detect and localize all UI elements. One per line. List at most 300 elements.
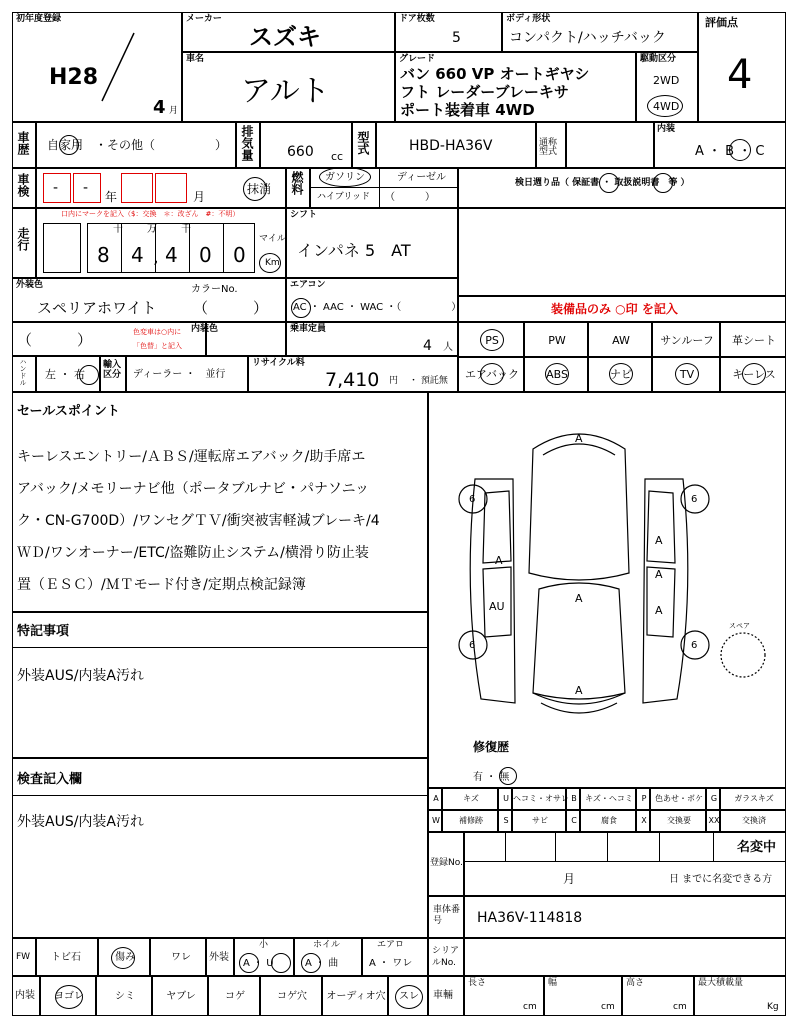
legend-a-7-text: P [641,794,647,803]
special-text: 外装AUS/内装A汚れ [17,668,145,684]
grade-line-1: バン 660 VP オートギヤシ [400,65,590,83]
width-unit: cm [601,1002,615,1012]
drive-label: 駆動区分 [640,54,677,64]
fuel-hybrid: ハイブリッド [317,192,371,202]
interior-defect-4 [208,976,260,1016]
sales-line-2: アバック/メモリーナビ他（ポータブルナビ・パナソニッ [17,481,370,497]
legend-b-2 [442,810,498,832]
interior-cell [654,122,786,168]
equipment-a-3-label: AW [612,334,630,347]
history-label: 車歴 [16,131,30,155]
special-title: 特記事項 [17,624,70,639]
check-cell [12,758,428,938]
first-reg-cell [12,12,182,122]
body-value: コンパクト/ハッチバック [509,30,666,46]
displacement-label: 排気量 [240,125,254,161]
reg-month-unit: 月 [169,106,179,116]
equipment-b-3 [588,356,652,392]
roof-outline [529,434,629,580]
equip-header: 検日週り品（ 保証書 ・ 取扱説明書 等 ） [515,178,690,188]
digit-5: 0 [233,243,246,267]
serial-label-cell [428,938,464,976]
common-type-label-cell [536,122,566,168]
import-label: 輸入区分 [103,360,122,380]
displacement-cell [260,122,352,168]
vin-label: 車体番号 [433,905,461,926]
aircon-value: AC ・ AAC ・ WAC ・（ ） [293,302,462,313]
mark-6-rr: 6 [691,640,698,651]
small-circle-u [271,953,291,973]
fw-item-2-circle [111,947,135,969]
equipment-b-4-circle [675,363,699,385]
interior-defect-7-circle [395,985,423,1009]
reg-sep-4 [659,833,660,861]
legend-a-2-text: キズ [463,794,479,803]
mark-a-right-3: A [655,604,663,617]
equip-circle-1 [599,173,619,193]
interior-defect-1-circle [55,985,83,1009]
fw-item-2 [98,938,150,976]
type-cell [376,122,536,168]
equipment-a-4 [652,322,720,358]
reg-day-text: 日 までに名変できる方 [669,874,773,885]
max-load-cell [694,976,786,1016]
recycle-cell [248,356,458,392]
equipment-a-3 [588,322,652,358]
interior-defect-7-text: スレ [399,991,419,1002]
length-cell [464,976,544,1016]
legend-b-10 [720,810,786,832]
fw-item-1-text: トビ石 [51,952,81,963]
history-cell [36,122,236,168]
legend-a-4 [512,788,569,810]
color-cell [12,278,286,322]
fuel-hybrid-paren: （ ） [385,192,435,203]
check-title: 検査記入欄 [17,772,83,787]
drive-cell [636,52,698,122]
aircon-label: エアコン [290,280,326,290]
handle-label-cell [12,356,36,392]
legend-b-7-text: X [641,816,647,825]
equipment-b-5-circle [742,363,766,385]
interior-color-cell [191,322,286,356]
equipment-b-4-label: TV [679,368,695,381]
mileage-tamper-box [43,223,81,273]
maker-label: メーカー [186,14,222,24]
type-value: HBD-HA36V [409,138,493,154]
legend-a-10 [720,788,786,810]
mark-a-right-2: A [655,568,663,581]
inspection-cell [36,168,286,208]
maker-cell [182,12,395,52]
length-unit: cm [523,1002,537,1012]
reg-sep-1 [505,833,506,861]
insp-dash-1: - [53,180,59,196]
recycle-yen: 円 [389,376,399,386]
equip-blank-cell [458,208,786,296]
legend-b-8 [650,810,706,832]
reg-mid-line [465,861,785,862]
history-circle [59,135,79,155]
equipment-b-2-label: ABS [546,368,568,381]
shift-cell [286,208,458,278]
insp-box-3 [121,173,153,203]
reg-cell [464,832,786,896]
legend-b-5 [566,810,580,832]
aircon-circle [291,298,311,318]
legend-a-6-text: キズ・ヘコミ [585,794,633,803]
interior-defect-3-text: ヤブレ [166,991,196,1002]
legend-b-3 [498,810,512,832]
reg-sep-5 [713,833,714,861]
legend-b-4-text: サビ [532,816,548,825]
equipment-a-5-label: 革シート [732,334,776,347]
grade-label: グレード [399,54,436,64]
fw-label: FW [16,952,31,962]
vin-cell [464,896,786,938]
small-circle-a [239,953,259,973]
car-size-label: 車輛 [433,990,453,1001]
mark-a-center: A [575,592,583,605]
fuel-mid-line [311,187,457,188]
mark-a-left: A [495,554,503,567]
height-unit: cm [673,1002,687,1012]
roof-inner [543,444,615,455]
check-underline [13,795,427,796]
height-cell [622,976,694,1016]
legend-a-5-text: B [571,794,577,803]
small-cell [234,938,294,976]
interior-circle [729,139,751,161]
repair-circle [499,767,517,785]
doors-cell [395,12,502,52]
first-reg-label: 初年度登録 [16,14,62,24]
sales-body [17,441,427,601]
equipment-b-4 [652,356,720,392]
wheel-label: ホイル [313,940,341,950]
right-side [643,479,688,703]
mark-a-hood: A [575,684,583,697]
check-text: 外装AUS/内装A汚れ [17,814,145,830]
mark-a-roof: A [575,432,583,445]
legend-a-3-text: U [503,794,509,803]
ext-label-cell [206,938,234,976]
int-label-cell [12,976,40,1016]
equip-header-cell [458,168,786,208]
grade-eval-cell [698,12,786,122]
reg-label: 登録No. [430,858,463,868]
mileage-mile: マイル [259,234,286,244]
mark-6-rl: 6 [469,640,476,651]
digit-2: 4 [131,243,144,267]
mark-6-fr: 6 [691,494,698,505]
drive-2wd: 2WD [653,74,680,87]
legend-b-1 [428,810,442,832]
equipment-a-1-label: PS [485,334,499,347]
equipment-a-4-label: サンルーフ [660,334,714,347]
wheel-circle [301,953,321,973]
equipment-b-1 [458,356,524,392]
handle-circle [79,365,99,385]
equipment-a-2 [524,322,588,358]
mark-au-left: AU [489,600,505,613]
width-label: 幅 [548,978,558,988]
serial-cell [464,938,786,976]
paint-change-cell [12,322,206,356]
displacement-label-cell [236,122,260,168]
interior-defect-4-text: コゲ [225,991,245,1002]
mileage-label-cell [12,208,36,278]
serial-label: シリアルNo. [432,946,460,968]
fuel-label-cell [286,168,310,208]
body-cell [502,12,698,52]
sales-line-4: ＷＤ/ワンオーナー/ETC/盗難防止システム/横滑り防止装 [17,545,369,561]
fuel-gasoline-circle [319,167,371,187]
interior-label: 内装 [657,124,676,134]
spare-wheel [721,633,765,677]
digit-3: 4 [165,243,178,267]
fw-label-cell [12,938,36,976]
legend-b-6 [580,810,636,832]
int-label: 内装 [15,990,35,1001]
history-value: 自家用 ・その他（ ） [47,138,228,152]
grade-cell [395,52,636,122]
name-label: 車名 [186,54,205,64]
aero-cell [362,938,428,976]
digit-4: 0 [199,243,212,267]
inspection-label: 車検 [16,173,30,197]
capacity-cell [286,322,458,356]
handle-cell [36,356,100,392]
color-exterior: スペリアホワイト [37,299,157,317]
mark-6-fl: 6 [469,494,476,505]
fuel-gasoline: ガソリン [325,172,365,183]
insp-expired-circle [243,177,267,201]
legend-a-1 [428,788,442,810]
equipment-b-5-label: キーレス [732,368,776,381]
interior-color-label: 内装色 [191,324,219,334]
equipment-b-5 [720,356,786,392]
digit-sep-4 [223,223,224,273]
equip-title: 装備品のみ ○印 を記入 [551,302,678,316]
legend-b-6-text: 腐食 [601,816,617,825]
drive-4wd: 4WD [653,100,680,113]
legend-a-6 [580,788,636,810]
capacity-label: 乗車定員 [290,324,327,334]
legend-a-4-text: ヘコミ・オサレ [513,794,569,803]
aero-label: エアロ [377,940,405,950]
interior-defect-5-text: コゲ穴 [277,991,307,1002]
color-label: 外装色 [16,280,44,290]
interior-defect-6-text: オーディオ穴 [326,991,386,1002]
common-type-cell [566,122,654,168]
import-label-cell [100,356,126,392]
sales-line-5: 置（ＥＳＣ）/ＭＴモード付き/定期点検記録簿 [17,577,306,593]
diagram-cell [428,392,786,788]
fw-item-1 [36,938,98,976]
reg-year: H28 [49,65,99,90]
grade-eval-label: 評価点 [705,16,738,29]
ext-label: 外装 [209,952,229,963]
insp-dash-2: - [83,180,89,196]
common-type-label: 通称型式 [539,138,558,157]
interior-defect-2-text: シミ [115,991,135,1002]
fw-item-2-text: 傷み [115,952,135,963]
equipment-a-1 [458,322,524,358]
fuel-cell [310,168,458,208]
fuel-diesel: ディーゼル [397,172,446,183]
interior-defect-5 [260,976,322,1016]
mileage-cell [36,208,286,278]
sales-cell [12,392,428,612]
interior-value: A ・ B ・ C [695,144,765,159]
capacity-value: 4 [423,338,432,354]
interior-defect-6 [322,976,388,1016]
max-load-label: 最大積載量 [698,978,744,988]
interior-defect-7 [388,976,428,1016]
history-label-cell [12,122,36,168]
small-value: A ・ U [243,958,274,969]
shift-value: インパネ 5 AT [297,241,411,260]
equipment-b-1-label: エアバック [464,368,520,381]
color-no-paren: （ ） [193,299,269,317]
special-underline [13,647,427,648]
legend-b-7 [636,810,650,832]
handle-options: 左 ・ 右 [45,368,85,381]
equipment-a-5 [720,322,786,358]
small-label: 小 [259,940,269,950]
insp-box-4 [155,173,187,203]
paint-note-1: 色変車は○内に [133,328,182,336]
insp-expired: 抹消 [247,182,272,196]
unit-man: 万 [147,224,157,235]
recycle-label: リサイクル料 [252,358,305,368]
aero-value: A ・ ワレ [369,958,413,969]
doors-value: 5 [452,30,461,46]
name-value: アルト [241,74,330,109]
grade-line-2: フト レーダーブレーキサ [400,83,569,101]
mileage-note: 口内にマークを記入（$：交換 ＊：改ざん #：不明） [61,210,240,218]
recycle-deposit: ・ 預託無 [409,376,448,386]
import-cell [126,356,248,392]
shift-label: シフト [290,210,318,220]
repair-options: 有 ・ 無 [473,772,510,783]
legend-a-5 [566,788,580,810]
body-label: ボディ形状 [506,14,551,24]
legend-a-7 [636,788,650,810]
equipment-b-1-circle [480,363,504,385]
width-cell [544,976,622,1016]
unit-sen: 千 [181,224,191,235]
fw-item-3-text: ワレ [171,952,191,963]
right-window [647,491,675,563]
equipment-b-3-label: ナビ [610,368,632,381]
legend-b-8-text: 交換要 [667,816,691,825]
name-change: 名変中 [737,840,777,855]
max-load-unit: Kg [767,1002,779,1012]
digit-comma: , [153,247,159,268]
insp-month-unit: 月 [193,190,206,204]
legend-b-10-text: 交換済 [742,816,766,825]
auction-sheet [12,12,786,1016]
equip-circle-2 [653,173,673,193]
type-label-cell [352,122,376,168]
paint-change-paren: （ ） [17,331,93,349]
mark-a-right-1: A [655,534,663,547]
paint-note-2: 「色替」と記入 [133,342,182,350]
length-label: 長さ [468,978,487,988]
reg-sep-2 [555,833,556,861]
legend-a-9 [706,788,720,810]
reg-month: 4 [153,97,166,118]
repair-label: 修復歴 [473,740,510,754]
legend-b-2-text: 補修跡 [459,816,483,825]
fuel-label: 燃料 [290,171,304,195]
wheel-value: A ・ 曲 [305,958,339,969]
legend-b-1-text: W [432,816,440,825]
color-no-label: カラーNo. [191,284,238,295]
displacement-value: 660 [287,144,314,160]
equipment-a-2-label: PW [548,334,566,347]
legend-b-4 [512,810,566,832]
mileage-km: Km [265,258,280,268]
name-cell [182,52,395,122]
reg-sep-3 [607,833,608,861]
capacity-unit: 人 [443,342,453,353]
insp-year-unit: 年 [105,190,118,204]
import-value: ディーラー ・ 並行 [133,369,226,380]
maker-value: スズキ [249,23,321,51]
wheel-cell [294,938,362,976]
equipment-b-2-circle [545,363,569,385]
equipment-b-3-circle [609,363,633,385]
legend-a-3 [498,788,512,810]
unit-ten: 十 [113,224,123,235]
reg-label-cell [428,832,464,896]
interior-defect-1-text: ヨゴレ [54,991,84,1002]
displacement-unit: cc [331,150,344,163]
sales-line-1: キーレスエントリー/ＡＢＳ/運転席エアバック/助手席エ [17,449,366,465]
interior-defect-1 [40,976,96,1016]
fw-item-3 [150,938,206,976]
reg-month: 月 [563,872,576,886]
inspection-label-cell [12,168,36,208]
mileage-km-circle [259,253,281,273]
grade-line-3: ポート装着車 4WD [400,101,535,119]
drive-4wd-circle [647,95,683,117]
legend-b-3-text: S [503,816,509,825]
legend-a-1-text: A [433,794,439,803]
legend-b-5-text: C [571,816,577,825]
car-size-label-cell [428,976,464,1016]
equip-title-cell [458,296,786,322]
fuel-mid-vline [379,169,380,207]
legend-b-9 [706,810,720,832]
legend-b-9-text: XX [708,816,720,825]
legend-a-9-text: G [710,794,718,803]
mileage-label: 走行 [16,227,30,251]
grade-eval-value: 4 [727,52,753,98]
recycle-value: 7,410 [325,369,380,391]
legend-a-10-text: ガラスキズ [734,794,774,803]
sales-line-3: ク・CN-G700D）/ワンセグＴＶ/衝突被害軽減ブレーキ/4 [17,513,380,529]
special-cell [12,612,428,758]
type-label: 型式 [356,131,370,155]
interior-defect-2 [96,976,152,1016]
interior-defect-3 [152,976,208,1016]
height-label: 高さ [626,978,645,988]
doors-label: ドア枚数 [399,14,435,24]
